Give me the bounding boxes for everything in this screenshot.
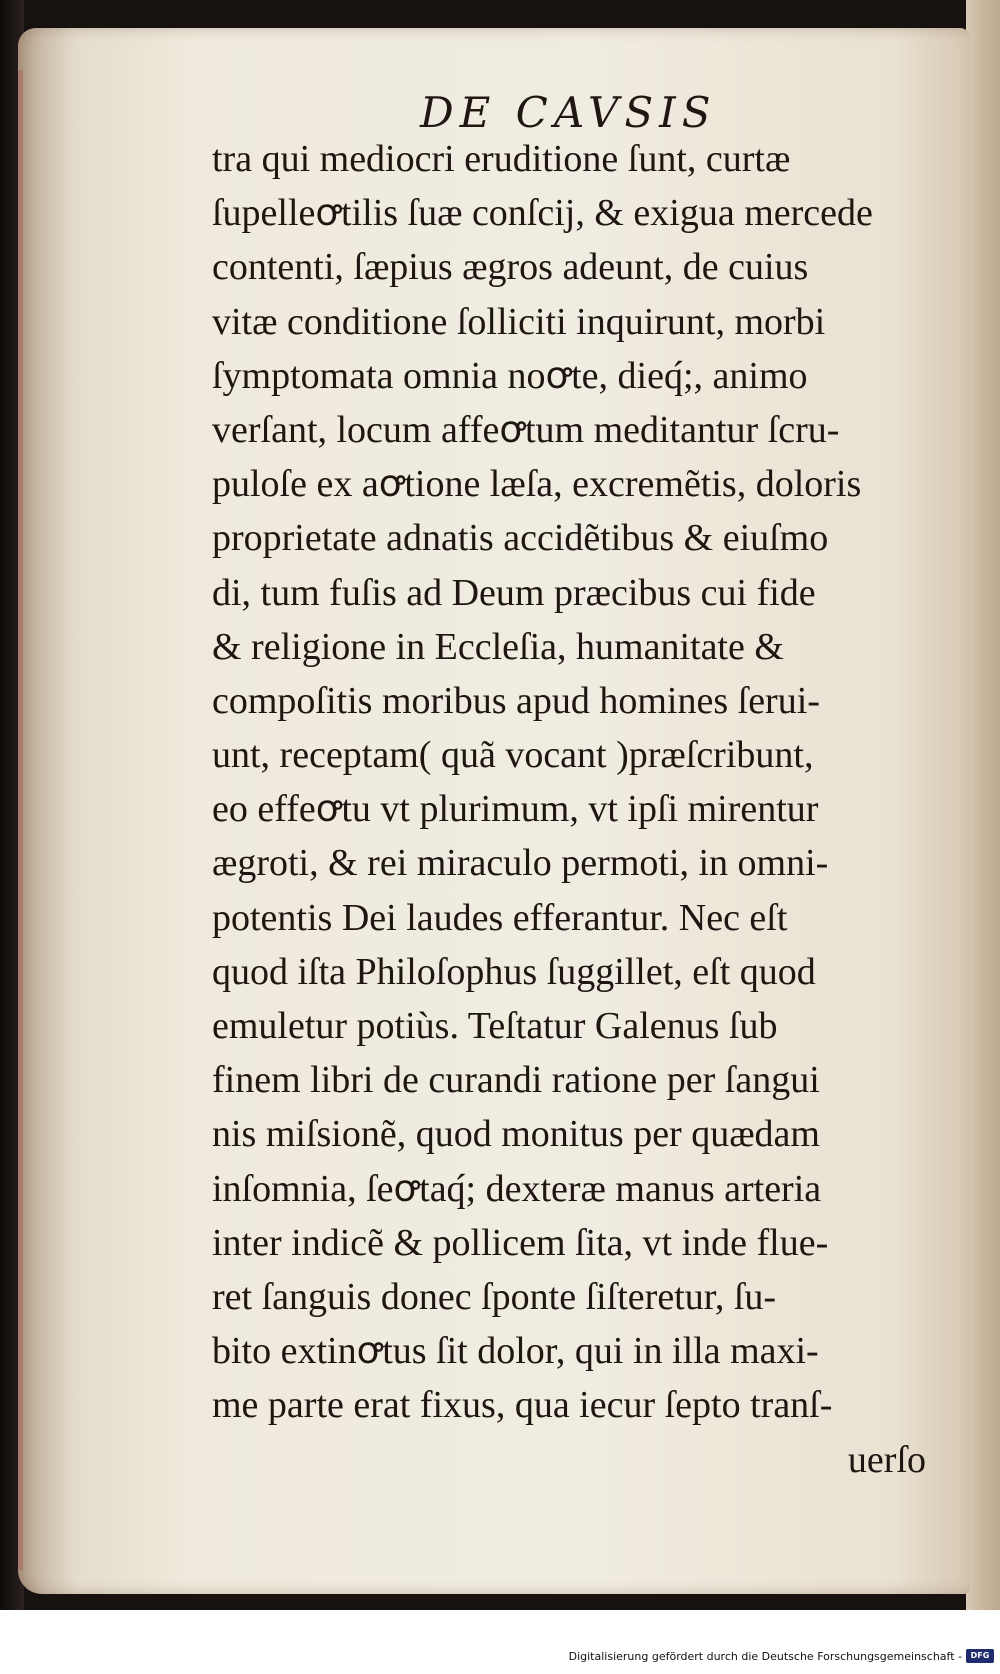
text-line: verſant, locum affeꝍtum meditantur ſcru-	[212, 408, 840, 451]
running-head: DE CAVSIS	[420, 88, 717, 137]
text-line: puloſe ex aꝍtione læſa, excremẽtis, doloris	[212, 463, 862, 506]
catchword: uerſo	[847, 1438, 926, 1481]
text-line: di, tum fuſis ad Deum præcibus cui fide	[212, 571, 816, 614]
text-line: bito extinꝍtus ſit dolor, qui in illa maxi-	[212, 1330, 819, 1373]
text-line: inſomnia, ſeꝍtaq́; dexteræ manus arteria	[212, 1167, 822, 1210]
dfg-logo: DFG	[966, 1649, 994, 1663]
text-line: nis miſsionẽ, quod monitus per quædam	[212, 1113, 820, 1156]
text-line: inter indicẽ & pollicem ſita, vt inde flue-	[212, 1221, 829, 1264]
footer-bar	[0, 1610, 1000, 1674]
text-line: ſymptomata omnia noꝍte, dieq́;, animo	[212, 354, 808, 397]
text-line: & religione in Eccleſia, humanitate &	[212, 625, 784, 668]
adjacent-leaf-edge	[966, 0, 1000, 1610]
text-line: compoſitis moribus apud homines ſerui-	[212, 679, 820, 722]
body-text	[212, 132, 932, 1487]
text-line: quod iſta Philoſophus ſuggillet, eſt quod	[212, 950, 816, 993]
text-line: tra qui mediocri eruditione ſunt, curtæ	[212, 138, 791, 180]
text-line: ægroti, & rei miraculo permoti, in omni-	[212, 842, 829, 885]
red-page-edge	[18, 70, 23, 1570]
text-line: emuletur potiùs. Teſtatur Galenus ſub	[212, 1005, 778, 1047]
text-line: eo effeꝍtu vt plurimum, vt ipſi mirentur	[212, 788, 819, 831]
text-line: ſupelleꝍtilis ſuæ conſcij, & exigua mercede	[212, 192, 873, 235]
text-line: contenti, ſæpius ægros adeunt, de cuius	[212, 246, 809, 289]
text-line: potentis Dei laudes efferantur. Nec eſt	[212, 896, 788, 939]
text-line: ret ſanguis donec ſponte ſiſteretur, ſu-	[212, 1275, 777, 1318]
text-line: unt, receptam( quã vocant )præſcribunt,	[212, 734, 814, 777]
text-line: vitæ conditione ſolliciti inquirunt, morbi	[212, 300, 826, 343]
text-line: me parte erat fixus, qua iecur ſepto tranſ-	[212, 1384, 833, 1427]
text-line: proprietate adnatis accidẽtibus & eiuſmo	[212, 517, 829, 560]
digitization-credit: Digitalisierung gefördert durch die Deutsche Forschungsgemeinschaft -	[568, 1650, 962, 1663]
text-line: finem libri de curandi ratione per ſangui	[212, 1059, 820, 1102]
